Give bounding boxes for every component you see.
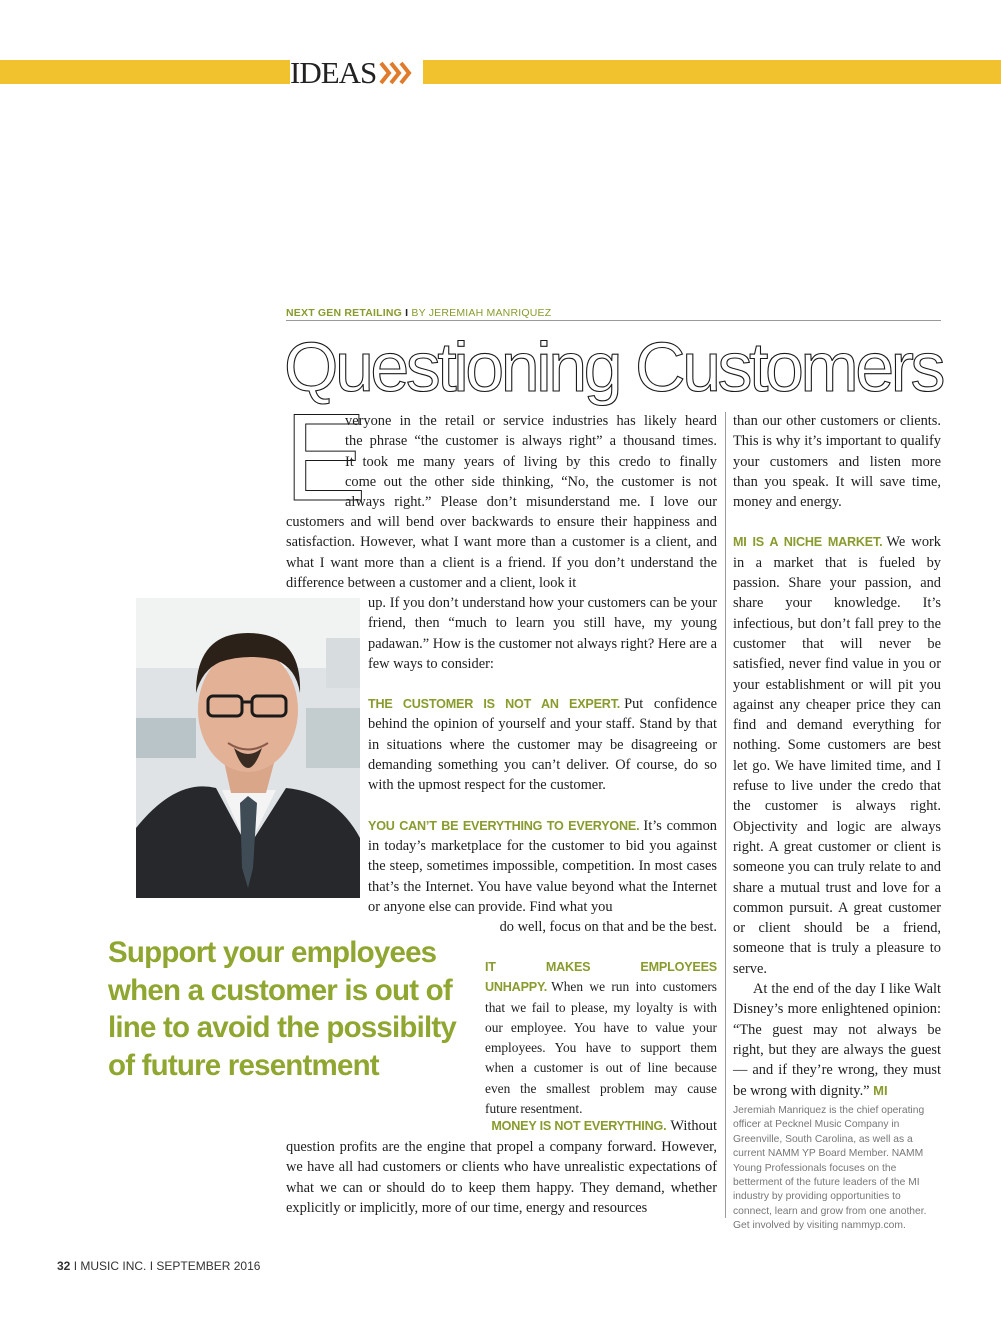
article-title: Questioning Customers — [284, 328, 942, 406]
subhead-not-expert: THE CUSTOMER IS NOT AN EXPERT. — [368, 697, 621, 712]
closing-text: At the end of the day I like Walt Disney’s more enlightened opinion: “The guest may not always be right, but they are always the guest — and if they’re wrong, they must be wrong with dignity.” — [733, 981, 941, 1099]
lead-line: always right.” Please don’t misunderstand me. I love our — [345, 494, 717, 511]
author-photo — [136, 598, 360, 898]
subhead-niche: MI IS A NICHE MARKET. — [733, 535, 883, 550]
header-color-band — [0, 60, 1001, 84]
paragraph-closing — [733, 979, 941, 1101]
author-bio: Jeremiah Manriquez is the chief operating officer at Pecknel Music Company in Greenville, South Carolina, as well as a current NAMM YP Board Member. NAMM Young Professionals focuses on the betterment of the future leaders of the MI industry by providing opportunities to connect, learn and grow from one another. Get involved by visiting nammyp.com. — [733, 1105, 927, 1232]
body-unhappy: When we run into customers that we fail to please, my loyalty is with our employee. You have to value your employees. You have to support them when a customer is out of line because even the smallest problem may cause future resentment. — [485, 979, 717, 1117]
body-everything-end: do well, focus on that and be the best. — [499, 919, 717, 936]
body-money-first: Without — [670, 1118, 717, 1134]
paragraph-clients: than our other customers or clients. This is why it’s important to qualify your customers and listen more than you speak. It will save time, money and energy. — [733, 413, 941, 511]
section-money-head — [485, 1116, 717, 1136]
section-niche — [733, 532, 941, 979]
subhead-everything: YOU CAN’T BE EVERYTHING TO EVERYONE. — [368, 818, 640, 833]
body-everything: It’s common in today’s marketplace for the customer to bid you against the steep, sometimes impossible, competition. In most cases that’s the Internet. You have value beyond what the Internet or anyone else can provide. Find what you — [368, 817, 717, 915]
pull-quote: Support your employees when a customer is out of line to avoid the possibilty of future resentment — [108, 936, 457, 1082]
lead-line: the phrase “the customer is always right” a thousand times. — [345, 433, 717, 450]
column-one-body — [368, 593, 717, 937]
page-number: 32 — [57, 1259, 71, 1273]
column-two-body — [733, 411, 941, 1101]
lead-line: veryone in the retail or service industries has likely heard — [345, 413, 717, 429]
end-mark: MI — [873, 1082, 888, 1098]
dropcap — [284, 389, 367, 527]
body-money: question profits are the engine that propel a company forward. However, we have all had customers or clients who have unrealistic expectations of what we can or should do to keep them happy. They demand, whether explicitly or implicitly, more of our time, energy and resources — [286, 1139, 717, 1216]
article-kicker — [286, 307, 941, 321]
section-everything — [368, 816, 717, 917]
kicker-separator: I — [405, 307, 409, 319]
lead-paragraph-continued: customers and will bend over backwards to ensure their happiness and satisfaction. However, what I want more than a customer is a client, and what I want more than a client is a friend. If you don’t understand the difference between a customer and a client, look it — [286, 514, 717, 591]
lead-line: It took me many years of living by this credo to finally — [345, 453, 717, 470]
section-not-expert — [368, 694, 717, 795]
section-unhappy — [485, 957, 717, 1119]
dropcap-letter: E — [284, 389, 367, 527]
kicker-author: BY JEREMIAH MANRIQUEZ — [411, 307, 552, 319]
lead-paragraph-lines — [345, 411, 717, 512]
kicker-column: NEXT GEN RETAILING — [286, 307, 402, 319]
footer-text: I MUSIC INC. I SEPTEMBER 2016 — [73, 1259, 261, 1273]
section-label — [290, 52, 423, 94]
body-niche: We work in a market that is fueled by passion. Share your passion, and share your knowledge. It’s infectious, but don’t fall prey to the customer that will never be satisfied, never find value in you or your establishment or will pit you against any cheaper price they can find and demand everything for nothing. Some customers are best let go. We have limited time, and I refuse to live under the credo that the customer is always right. Objectivity and logic are always right. A great customer or client is someone you can truly relate to and share a mutual trust and love for a common pursuit. A great customer or client should be a friend, someone that is truly a pleasure to serve. — [733, 534, 941, 977]
column-divider — [725, 412, 726, 1218]
chevron-arrows-icon — [379, 58, 413, 88]
subhead-unhappy: IT MAKES EMPLOYEES UNHAPPY. — [485, 960, 717, 995]
body-not-expert: Put confidence behind the opinion of yourself and your staff. Stand by that in situations where the customer may be disagreeing or demanding something you can’t deliver. Of course, do so with the upmost respect for the customer. — [368, 696, 718, 794]
page-footer — [57, 1259, 260, 1273]
paragraph-intro-cont: up. If you don’t understand how your customers can be your friend, then “much to learn you still have, my young padawan.” How is the customer not always right? Here are a few ways to consider: — [368, 595, 717, 672]
subhead-money: MONEY IS NOT EVERYTHING. — [491, 1119, 667, 1133]
lead-line: come out the other side thinking, “No, the customer is not — [345, 473, 717, 490]
section-title: IDEAS — [290, 55, 377, 90]
